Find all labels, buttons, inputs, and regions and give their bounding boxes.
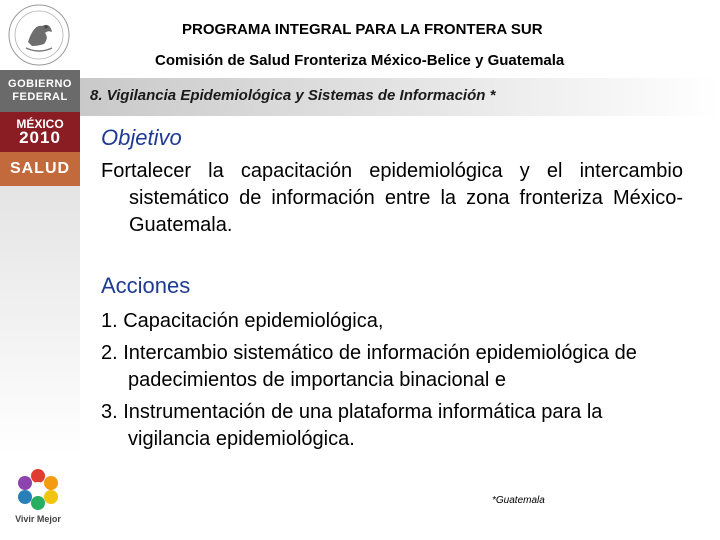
vivir-mejor-logo [6, 466, 70, 536]
list-item: 3. Instrumentación de una plataforma informática para la vigilancia epidemiológica. [101, 401, 603, 450]
objetivo-text: Fortalecer la capacitación epidemiológica y el intercambio sistemático de información entre la zona fronteriza México-Guatemala. [101, 160, 683, 236]
section-band [80, 78, 720, 116]
footnote: *Guatemala [492, 495, 545, 506]
sidebar-gradient [0, 186, 80, 456]
gobierno-federal-badge [0, 70, 80, 112]
program-title: PROGRAMA INTEGRAL PARA LA FRONTERA SUR [182, 21, 543, 38]
list-item: 2. Intercambio sistemático de información epidemiológica de padecimientos de importancia binacional e [101, 342, 637, 391]
mexico-line1: MÉXICO [16, 117, 64, 131]
mexico-seal-logo [4, 2, 74, 68]
acciones-list [101, 308, 657, 458]
gobierno-line2: FEDERAL [12, 91, 68, 103]
mexico-line2: 2010 [19, 128, 61, 147]
list-item: 1. Capacitación epidemiológica, [101, 310, 384, 332]
objetivo-heading: Objetivo [101, 125, 182, 150]
mexico-2010-badge [0, 112, 80, 152]
commission-subtitle: Comisión de Salud Fronteriza México-Belice y Guatemala [155, 52, 565, 69]
left-sidebar [0, 0, 80, 540]
salud-badge: SALUD [0, 152, 80, 186]
flower-logo-icon [13, 466, 63, 512]
acciones-heading: Acciones [101, 273, 191, 298]
gobierno-line1: GOBIERNO [8, 78, 72, 90]
vivir-mejor-label: Vivir Mejor [15, 514, 61, 524]
section-title: 8. Vigilancia Epidemiológica y Sistemas de Información * [90, 87, 496, 104]
eagle-seal-icon [4, 2, 74, 68]
